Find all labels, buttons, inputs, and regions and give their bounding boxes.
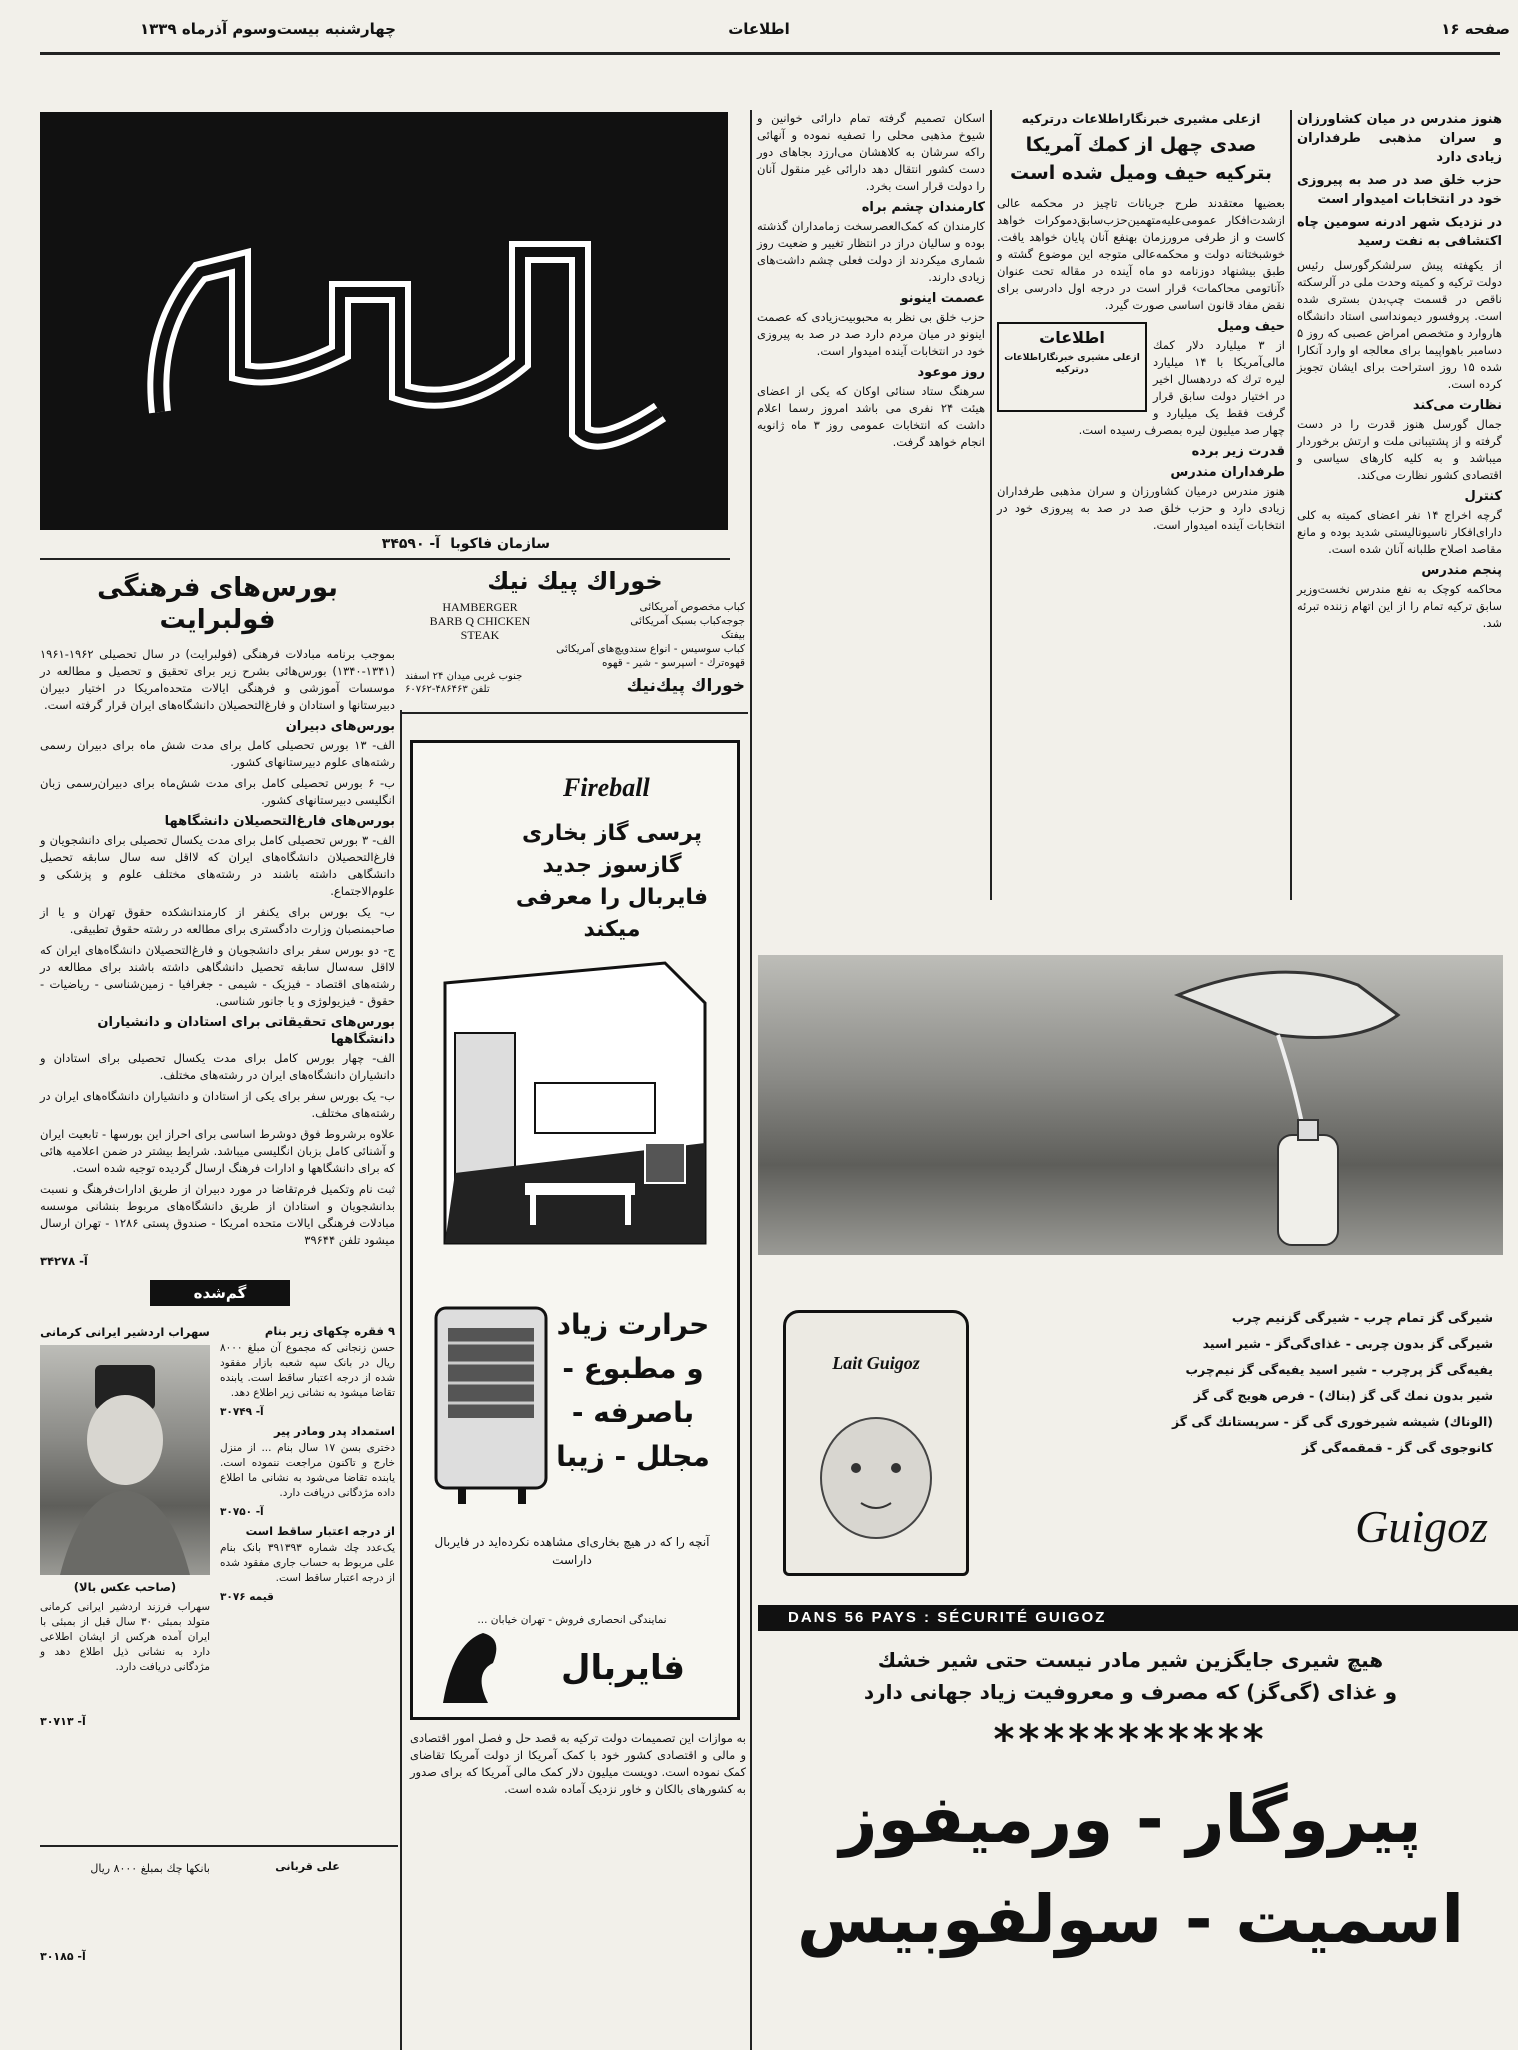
lamand-ad	[40, 112, 728, 530]
khorak-item: کباب مخصوص آمریکائی	[639, 601, 745, 613]
guigoz-stars: ***********	[993, 1717, 1268, 1763]
fulbright-p4: ب- یک بورس برای یکنفر از کارمندانشکده حقوق تهران و یا از صاحبمنصبان وزارت دادگستری برای مطالعه در رشته حقوق تطبیقی.	[40, 905, 395, 936]
fireball-slogan: حرارت زیاد و مطبوع - باصرفه - مجلل - زیبا	[556, 1308, 710, 1473]
turkey-body: بعضیها معتقدند طرح جریانات تاچیز در محکمه عالی ازشدت‌افکار عمومی‌علیه‌متهمین‌حزب‌سابق‌دموکرات خواهد کاست و از طرفی مرورزمان بهنفع آنان پایان خواهد یافت. خوشبختانه دولت و محکمه‌عالی متوجه این موضوع گشته و طبق بیشنهاد دوزنامه دو ماه آینده در مقاله تحت عنوان ‹آناتومی محاکمات› قرار است در درجه اول دادرسی برای نقض مفاد قانون اساسی صورت گیرد.	[997, 196, 1285, 312]
khorak-item: جوجه‌کباب بسبک آمریکائی	[630, 615, 745, 627]
fulbright-p6: الف- چهار بورس کامل برای مدت یکسال تحصیلی برای استادان و دانشیاران دانشگاه‌های ایران در رشته‌های مختلف.	[40, 1051, 395, 1082]
khorak-item-en: STEAK	[460, 628, 500, 642]
fireball-headline: پرسی گاز بخاری گازسوز جدید فایربال را معرفی میکند	[515, 821, 709, 942]
khorak-item-en: HAMBERGER	[442, 600, 518, 614]
guigoz-products	[1133, 1305, 1493, 1461]
lost-item2-code: آ- ۳۰۷۵۰	[220, 1506, 264, 1518]
right-bullet: حزب خلق صد در صد به پیروزی خود در انتخابات امیدوار است	[1297, 173, 1502, 207]
turkey-sub-waste: حیف ومیل	[1217, 319, 1285, 334]
guigoz-line1: هیچ شیری جایگزین شیر مادر نیست حتی شیر خشك	[877, 1648, 1384, 1672]
fulbright-p9: ثبت نام وتکمیل فرم‌تقاضا در مورد دبیران از طریق ادارات‌فرهنگ و نسبت بدانشجویان و استادان از طریق دانشگاه‌های مربوط بنشانی موسسه مبادلات فرهنگی ایالات متحده امریکا - صندوق پستی ۱۲۸۶ - تهران ارسال میشود تلفن ۳۹۶۴۴	[40, 1182, 395, 1247]
middle-body4: سرهنگ ستاد سنائی اوکان که یکی از اعضای هیئت ۲۴ نفری می باشد امروز رسما اعلام داشت که انتخابات عمومی روز ۳ ماه ژانویه انجام خواهد گرفت.	[757, 384, 986, 449]
guigoz-line2: و غذای (گی‌گز) که مصرف و معروفیت زیاد جهانی دارد	[863, 1680, 1398, 1704]
right-body: از یکهفته پیش سرلشکرگورسل رئیس دولت ترکیه و کمیته وحدت ملی در آلرسکته ناقص در قسمت چپ‌بدن بستری شده است. پروفسور دیمونداسی استاد دانشگاه هاروارد و متخصص امراض عصبی که روز ۵ دسامبر باهواپیما برای معالجه او وارد آنکارا شده ۱۵ روز استراحت برای ایشان تجویز کرده است.	[1297, 258, 1502, 391]
fulbright-sub-graduates: بورس‌های فارغ‌التحصیلان دانشگاهها	[164, 814, 395, 829]
fireball-ad	[410, 740, 740, 1720]
fulbright-intro: بموجب برنامه مبادلات فرهنگی (فولبرایت) در سال تحصیلی ۱۹۶۲-۱۹۶۱ (۱۳۴۱-۱۳۴۰) بورس‌هائی بشرح زیر برای تحقیق و تحصیل و مطالعه در موسسات آموزشی و فرهنگی ایالات متحده‌امریکا در اختیار دبیران دبیرستانها و استادان و فارغ‌التحصیلان دانشگاه‌های ایران قرار گرفته است.	[40, 647, 395, 712]
agency-name: سازمان فاکوبا	[450, 536, 550, 552]
fulbright-sub-teachers: بورس‌های دبیران	[285, 719, 395, 734]
lost-item2-body: دختری بسن ۱۷ سال بنام ... از منزل خارج و تاکنون مراجعت ننموده است. یابنده تقاضا می‌شود به نشانی ما اطلاع داده مژدگانی دریافت دارد.	[220, 1442, 395, 1499]
badge-paper: اطلاعات	[1039, 328, 1105, 347]
badge-subject: ازعلی مشیری خبرنگاراطلاعات درترکیه	[1004, 353, 1140, 375]
middle-sub-inonu: عصمت اینونو	[900, 291, 985, 306]
khorak-items-en	[405, 600, 555, 642]
newspaper-name: اطلاعات	[728, 20, 790, 38]
guigoz-distributor-2: اسمیت - سولفوبیس	[797, 1881, 1464, 1958]
right-sub-control: کنترل	[1464, 489, 1502, 504]
turkey-article	[997, 110, 1285, 890]
khorak-items-fa	[575, 600, 745, 642]
lost-bottom-code: آ- ۳۰۱۸۵	[40, 1950, 86, 1963]
fulbright-p1: الف- ۱۳ بورس تحصیلی کامل برای مدت شش ماه برای دبیران رسمی رشته‌های علوم دبیرستانهای کشور.	[40, 738, 395, 769]
turkey-body3: هنوز مندرس درمیان کشاورزان و سران مذهبی طرفداران زیادی دارد و حزب خلق صد در صد به پیروزی خود در انتخابات آینده امیدوار است.	[997, 484, 1285, 532]
right-sub-menderes: پنجم مندرس	[1421, 563, 1502, 578]
lost-item1-body: حسن زنجانی که مجموع آن مبلغ ۸۰۰۰ ریال در بانک سپه شعبه بازار مفقود شده از درجه اعتبار ساقط است. یابنده تقاضا میشود به نشانی زیر اطلاع دهد.	[220, 1342, 395, 1399]
guigoz-product: شیرگی گز بدون چربی - غذای‌گی‌گز - شیر اسید	[1202, 1336, 1493, 1351]
middle-bottom-article: به موازات این تصمیمات دولت ترکیه به قصد حل و فصل امور اقتصادی و مالی و اقتصادی کشور خود با کمک آمریکا از دولت آمریکا تقاضای کمک نموده است. دویست میلیون دلار کمک مالی آمریکا که برای صدور به کشورهای بالکان و خاور نزدیک آماده شده است.	[410, 1731, 746, 1796]
khorak-ad	[405, 566, 745, 706]
right-body3: محاکمه کوچک به نفع مندرس نخست‌وزیر سابق ترکیه تمام را از این اتهام زننده تبرئه شد.	[1297, 582, 1502, 630]
turkey-sub-power: قدرت زیر برده	[1191, 444, 1285, 459]
guigoz-product: شیر بدون نمك گی گز (بناك) - فرص هویج گی گز	[1193, 1388, 1493, 1403]
baby-face	[786, 1383, 966, 1563]
missing-person-photo	[40, 1345, 210, 1575]
guigoz-product: کانوجوی گی گز - قمقمه‌گی گز	[1301, 1440, 1493, 1455]
guigoz-product: شیرگی گز تمام چرب - شیرگی گزنیم چرب	[1231, 1310, 1493, 1325]
khorak-footer: خوراك پیك‌نیك	[626, 676, 745, 696]
fireball-mascot	[433, 1623, 513, 1713]
lost-item1-code: آ- ۳۰۷۴۹	[220, 1406, 264, 1418]
lost-item3-title: از درجه اعتبار ساقط است	[245, 1524, 395, 1538]
middle-sub-employees: کارمندان چشم براه	[861, 200, 985, 215]
right-body4: گرچه اخراج ۱۴ نفر اعضای کمیته به کلی دارای‌افکار ناسیونالیستی شدید بوده و مانع مقاصد اصلاح طلبانه آنان شده است.	[1297, 508, 1502, 556]
lost-items-column	[220, 1320, 395, 1840]
turkey-sub-supporters: طرفداران مندرس	[1170, 465, 1285, 480]
baby-bottle-photo	[758, 955, 1503, 1255]
right-bullet: در نزدیک شهر ادرنه سومین چاه اکتشافی به نفت رسید	[1297, 215, 1502, 249]
middle-body1: اسکان تصمیم گرفته تمام دارائی خوانین و شیوخ مذهبی محلی را تصفیه نموده و آنهائی راکه سرشان به کلاهشان می‌ارزد بجاهای دور دست کشور انتقال دهد دارائی غیر منقول آنان را دولت قرار است بخرد.	[757, 111, 985, 193]
khorak-item-en: BARB Q CHICKEN	[429, 614, 531, 628]
guigoz-product: (الوناك) شیشه شیرخوری گی گز - سرپستانك گی گز	[1172, 1414, 1493, 1429]
lost-signature: علی قربانی	[275, 1860, 340, 1873]
khorak-item: قهوه‌ترك - اسپرسو - شیر - قهوه	[602, 657, 745, 669]
middle-body3: حزب خلق بی نظر به محبوبیت‌زیادی که عصمت اینونو در میان مردم دارد صد در صد به پیروزی خود در انتخابات آینده امیدوار است.	[757, 310, 985, 358]
guigoz-banner-text: DANS 56 PAYS : SÉCURITÉ GUIGOZ	[788, 1609, 1107, 1626]
fireball-contact: نمایندگی انحصاری فروش - تهران خیابان ...	[477, 1614, 667, 1626]
khorak-address: جنوب غربی میدان ۲۴ اسفند	[405, 671, 523, 682]
khorak-phone: تلفن ۴۸۶۴۶۳-۶۰۷۶۲	[405, 684, 490, 695]
middle-body2: کارمندان که کمک‌العصرسخت زمامداران گذشته بوده و سالیان دراز در انتظار تغییر و ضعیت روز شماری میکردند از دولت فعلی چشم داشت‌های زیادی دارند.	[757, 219, 985, 284]
fulbright-p5: ج- دو بورس سفر برای دانشجویان و فارغ‌التحصیلان دانشگاه‌های ایران که لااقل سه‌سال سابقه تحصیل دانشگاهی داشته باشند برای مطالعه در رشته‌های اقتصاد - فیزیک - شیمی - جغرافیا - زمین‌شناسی - ریاضیات - حقوق - فیزیولوژی و یا جانور شناسی.	[40, 943, 395, 1008]
gomshode-photo-caption-top: سهراب اردشیر ایرانی کرمانی	[40, 1325, 210, 1339]
fulbright-sub-research: بورس‌های تحقیقاتی برای استادان و دانشیاران دانشگاهها	[97, 1015, 395, 1047]
fulbright-title: بورس‌های فرهنگی فولبرایت	[97, 573, 338, 635]
heater-illustration	[428, 1288, 558, 1508]
room-illustration	[425, 943, 725, 1273]
guigoz-can-label: Lait Guigoz	[832, 1353, 920, 1373]
correspondent-badge	[997, 322, 1147, 412]
lost-item2-title: استمداد پدر ومادر پیر	[273, 1424, 395, 1438]
guigoz-product: یفیه‌گی گز پرچرب - شیر اسید یفیه‌گی گز نیم‌چرب	[1185, 1362, 1493, 1377]
guigoz-banner	[758, 1605, 1518, 1631]
guigoz-script-logo: Guigoz	[1355, 1501, 1488, 1552]
agency-code: آ- ۳۴۵۹۰	[381, 536, 440, 552]
fireball-body: آنچه را که در هیچ بخاری‌ای مشاهده نکرده‌اید در فایربال داراست	[434, 1535, 710, 1567]
guigoz-can	[783, 1310, 969, 1576]
gomshode-label: گم‌شده	[150, 1280, 290, 1306]
khorak-title: خوراك پیك نیك	[487, 567, 663, 595]
gomshode-photo-caption: (صاحب عکس بالا)	[73, 1580, 177, 1594]
right-sub-oversight: نظارت می‌کند	[1412, 398, 1502, 413]
gomshode-code: آ- ۳۰۷۱۳	[40, 1715, 86, 1728]
lost-item3-code: قیمه ۳۰۷۶	[220, 1591, 274, 1603]
fireball-brand-latin: Fireball	[563, 773, 650, 802]
gomshode-body: سهراب فرزند اردشیر ایرانی کرمانی متولد بمبئی ۳۰ سال قبل از بمبئی با ایران آمده هرکس از ایشان اطلاعی دارد به نشانی ذیل اطلاع دهد و مژدگانی دریافت دارد.	[40, 1601, 210, 1673]
lost-bottom-note: بانکها چك بمبلغ ۸۰۰۰ ریال	[90, 1862, 210, 1875]
issue-date: چهارشنبه بیست‌وسوم آذرماه ۱۳۳۹	[140, 20, 396, 38]
fulbright-section	[40, 566, 395, 1268]
khorak-item: بیفتک	[721, 629, 745, 641]
right-column	[1297, 110, 1502, 890]
guigoz-ad	[758, 905, 1503, 2035]
fireball-brand: فایربال	[561, 1648, 685, 1688]
turkey-body2: از ۳ میلیارد دلار کمك مالی‌آمریکا با ۱۴ میلیارد لیره ترك که دردهسال اخیر در اختیار دولت سابق قرار گرفت فقط یک میلیارد و چهار صد میلیون لیره بمصرف رسیده است.	[1078, 338, 1285, 437]
turkey-title: صدی چهل از کمك آمریکا بترکیه حیف ومیل شده است	[1009, 134, 1273, 184]
guigoz-distributor-1: پیروگار - ورمیفوز	[839, 1781, 1422, 1858]
fulbright-p2: ب- ۶ بورس تحصیلی کامل برای مدت شش‌ماه برای دبیران‌رسمی زبان انگلیسی دبیرستانهای کشور.	[40, 776, 395, 807]
fulbright-p7: ب- یک بورس سفر برای یکی از استادان و دانشیاران دانشگاه‌های ایران در رشته‌های مختلف.	[40, 1089, 395, 1120]
lost-item3-body: یک‌عدد چك شماره ۳۹۱۳۹۳ بانک بنام علی مربوط به حساب جاری مفقود شده از درجه اعتبار ساقط است.	[220, 1542, 395, 1584]
fulbright-code: آ- ۳۴۲۷۸	[40, 1254, 88, 1268]
lost-item1-title: ۹ فقره چکهای زیر بنام	[264, 1324, 395, 1338]
fulbright-p3: الف- ۳ بورس تحصیلی کامل برای مدت یکسال تحصیلی برای دانشجویان و فارغ‌التحصیلان دانشگاه‌های ایران که لااقل سه سال سابقه تحصیل دانشگاهی داشته باشند در رشته‌های مختلف علوم و پزشکی و علوم‌الاجتماع.	[40, 833, 395, 898]
right-body2: جمال گورسل هنوز قدرت را در دست گرفته و از پشتیبانی ملت و ارتش برخوردار میباشد و به کلیه کارهای سیاسی و اقتصادی کشور نظارت می‌کند.	[1297, 417, 1502, 482]
page-number: صفحه ۱۶	[1441, 20, 1510, 38]
turkey-kicker: ازعلی مشیری خبرنگاراطلاعات درترکیه	[1021, 111, 1261, 126]
middle-sub-day: روز موعود	[917, 365, 985, 380]
fulbright-p8: علاوه برشروط فوق دوشرط اساسی برای احراز این بورسها - تابعیت ایران و آشنائی کامل بزبان انگلیسی میباشد. شرایط بیشتر در ضمن اعلامیه هائی که برای دانشگاهها و ادارات فرهنگ ارسال گردیده توجیه شده است.	[40, 1127, 395, 1175]
khorak-item: کباب سوسیس - انواع سندویچ‌های آمریکائی	[556, 643, 745, 655]
right-bullet: هنوز مندرس در میان کشاورزان و سران مذهبی طرفداران زیادی دارد	[1297, 112, 1502, 165]
